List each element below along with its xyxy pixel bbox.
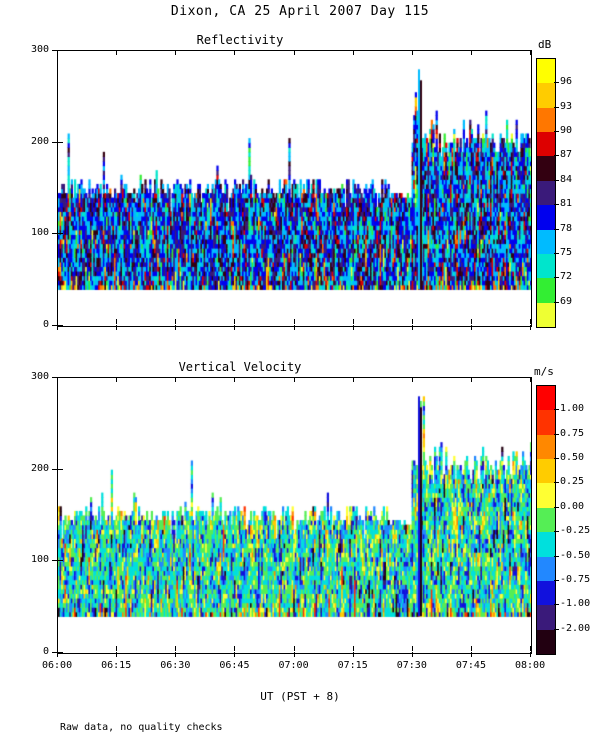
x-tick-label: 07:45 — [455, 660, 486, 671]
x-tick-top — [234, 377, 235, 382]
colorbar-tick — [554, 629, 559, 630]
colorbar-tick — [554, 482, 559, 483]
colorbar-tick-label: 1.00 — [560, 403, 585, 415]
colorbar-tick-label: 0.25 — [560, 476, 585, 488]
x-tick-top — [471, 377, 472, 382]
y-tick-inner — [58, 469, 63, 470]
x-tick — [412, 325, 413, 330]
y-tick-inner — [58, 652, 63, 653]
x-tick — [353, 652, 354, 657]
x-tick-top — [175, 50, 176, 55]
x-tick — [530, 652, 531, 657]
colorbar-tick — [554, 82, 559, 83]
y-tick-inner — [58, 142, 63, 143]
colorbar-tick — [554, 458, 559, 459]
x-tick-label: 06:00 — [42, 660, 73, 671]
colorbar-tick-label: 81 — [560, 198, 573, 210]
x-tick-inner — [234, 319, 235, 324]
colorbar-tick — [554, 604, 559, 605]
x-tick-inner — [234, 646, 235, 651]
colorbar-tick-label: 78 — [560, 222, 573, 234]
y-tick — [52, 469, 57, 470]
vertical-velocity-colorbar-title: m/s — [534, 365, 554, 378]
colorbar-tick — [554, 302, 559, 303]
colorbar-tick-label: 0.50 — [560, 452, 585, 464]
x-tick-label: 08:00 — [515, 660, 546, 671]
colorbar-tick — [554, 155, 559, 156]
y-tick-label: 300 — [31, 44, 50, 55]
colorbar-tick — [554, 131, 559, 132]
panel-title-reflectivity: Reflectivity — [196, 33, 284, 47]
colorbar-tick — [554, 180, 559, 181]
x-tick — [116, 325, 117, 330]
x-tick — [175, 325, 176, 330]
x-tick — [294, 652, 295, 657]
y-tick-inner — [58, 50, 63, 51]
y-tick-label: 0 — [43, 646, 50, 657]
y-tick — [52, 142, 57, 143]
colorbar-tick-label: 0.75 — [560, 427, 585, 439]
colorbar-tick — [554, 253, 559, 254]
y-tick-inner — [58, 560, 63, 561]
y-tick-label: 200 — [31, 462, 50, 474]
x-tick-inner — [530, 646, 531, 651]
y-tick-inner — [58, 377, 63, 378]
x-tick — [294, 325, 295, 330]
colorbar-tick — [554, 434, 559, 435]
colorbar-tick-label: 75 — [560, 246, 573, 258]
colorbar-tick-label: 90 — [560, 125, 573, 137]
x-tick-label: 06:15 — [101, 660, 132, 671]
x-tick — [234, 325, 235, 330]
colorbar-tick-label: 87 — [560, 149, 573, 161]
x-tick-top — [294, 50, 295, 55]
x-tick-top — [353, 50, 354, 55]
x-tick-top — [57, 377, 58, 382]
colorbar-tick-label: -0.75 — [560, 573, 591, 585]
x-tick-top — [294, 377, 295, 382]
x-tick-top — [530, 377, 531, 382]
x-tick — [530, 325, 531, 330]
x-tick-inner — [530, 319, 531, 324]
colorbar-tick — [554, 107, 559, 108]
colorbar-tick-label: -0.50 — [560, 549, 591, 561]
colorbar-tick — [554, 556, 559, 557]
x-tick-top — [530, 50, 531, 55]
x-tick-inner — [471, 646, 472, 651]
y-tick-label: 100 — [31, 227, 50, 239]
reflectivity-colorbar-title: dB — [538, 38, 552, 51]
x-tick-inner — [412, 646, 413, 651]
x-tick — [412, 652, 413, 657]
y-tick-label: 200 — [31, 135, 50, 147]
y-tick-inner — [58, 233, 63, 234]
x-tick-inner — [353, 319, 354, 324]
colorbar-tick — [554, 409, 559, 410]
x-tick-label: 07:00 — [278, 660, 309, 671]
vertical-velocity-plot — [57, 377, 532, 654]
colorbar-tick — [554, 531, 559, 532]
x-tick — [57, 652, 58, 657]
page-title: Dixon, CA 25 April 2007 Day 115 — [170, 4, 430, 19]
y-tick-label: 0 — [43, 319, 50, 330]
x-tick-top — [175, 377, 176, 382]
x-tick-label: 06:45 — [219, 660, 250, 671]
x-axis-label: UT (PST + 8) — [260, 690, 340, 703]
panel-title-vertical-velocity: Vertical Velocity — [178, 360, 302, 374]
x-tick-inner — [294, 646, 295, 651]
x-tick-inner — [175, 319, 176, 324]
x-tick — [471, 652, 472, 657]
x-tick-top — [234, 50, 235, 55]
y-tick-label: 300 — [31, 371, 50, 382]
colorbar-tick — [554, 580, 559, 581]
x-tick-inner — [116, 646, 117, 651]
x-tick — [175, 652, 176, 657]
x-tick — [471, 325, 472, 330]
reflectivity-plot — [57, 50, 532, 327]
x-tick — [116, 652, 117, 657]
x-tick-top — [412, 50, 413, 55]
y-tick-inner — [58, 325, 63, 326]
x-tick-inner — [294, 319, 295, 324]
vertical-velocity-colorbar — [536, 385, 556, 655]
reflectivity-colorbar — [536, 58, 556, 328]
colorbar-tick-label: 93 — [560, 100, 573, 112]
x-tick-top — [412, 377, 413, 382]
colorbar-tick-label: -0.25 — [560, 525, 591, 537]
x-tick-top — [116, 50, 117, 55]
x-tick — [234, 652, 235, 657]
x-tick-label: 07:30 — [396, 660, 427, 671]
x-tick-top — [353, 377, 354, 382]
colorbar-tick-label: -1.00 — [560, 598, 591, 610]
colorbar-tick — [554, 277, 559, 278]
colorbar-tick-label: 0.00 — [560, 500, 585, 512]
x-tick-inner — [57, 646, 58, 651]
colorbar-tick-label: 96 — [560, 76, 573, 88]
x-tick-inner — [412, 319, 413, 324]
x-tick-top — [57, 50, 58, 55]
colorbar-tick-label: -2.00 — [560, 622, 591, 634]
x-tick-inner — [175, 646, 176, 651]
x-tick-inner — [116, 319, 117, 324]
x-tick-inner — [353, 646, 354, 651]
x-tick-top — [116, 377, 117, 382]
colorbar-tick-label: 84 — [560, 173, 573, 185]
colorbar-tick — [554, 204, 559, 205]
x-tick-inner — [471, 319, 472, 324]
x-tick — [57, 325, 58, 330]
x-tick-top — [471, 50, 472, 55]
colorbar-tick-label: 69 — [560, 295, 573, 307]
x-tick — [353, 325, 354, 330]
colorbar-tick-label: 72 — [560, 271, 573, 283]
x-tick-label: 06:30 — [160, 660, 191, 671]
y-tick — [52, 560, 57, 561]
colorbar-tick — [554, 507, 559, 508]
x-tick-inner — [57, 319, 58, 324]
footnote: Raw data, no quality checks — [60, 722, 223, 733]
colorbar-tick — [554, 229, 559, 230]
y-tick — [52, 233, 57, 234]
x-tick-label: 07:15 — [337, 660, 368, 671]
y-tick-label: 100 — [31, 554, 50, 566]
